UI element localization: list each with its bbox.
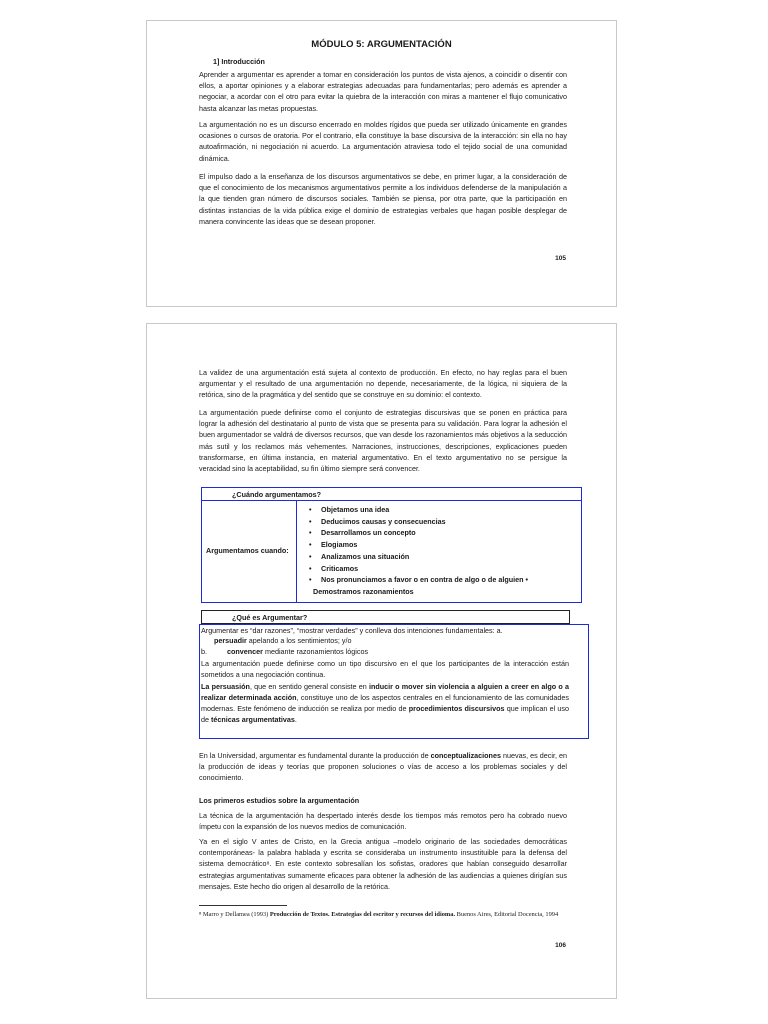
list-item: • Objetamos una idea xyxy=(305,504,575,516)
page-number: 105 xyxy=(555,255,566,262)
item-b-text: mediante razonamientos lógicos xyxy=(262,647,369,656)
paragraph: Aprender a argumentar es aprender a tomar en consideración los puntos de vista ajenos, a coincidir o disentir con ellos, a aportar opiniones y a elaborar estrategias adecuadas para fundamentarlas; pero además es aprender a negociar, a acordar con el otro para evitar la quiebra de la interacción con miras a mantener el flujo comunicativo hasta alcanzar las metas propuestas. xyxy=(199,70,567,113)
page-number: 106 xyxy=(555,942,566,949)
text-run: . xyxy=(294,715,297,724)
paragraph xyxy=(199,750,567,784)
document-page-106 xyxy=(146,323,617,999)
text-run: Buenos Aires, Editorial Docencia, 1994 xyxy=(455,911,559,918)
table-items-cell xyxy=(296,500,582,603)
list-item-trailing: Demostramos razonamientos xyxy=(313,587,414,596)
list-item: • Criticamos xyxy=(305,563,575,575)
footnote-title: Producción de Textos. Estrategias del escritor y recursos del idioma. xyxy=(269,911,456,918)
definition-paragraph: La argumentación puede definirse como un tipo discursivo en el que los participantes de la interacción están sometidos a una negociación continua. xyxy=(201,659,569,679)
text-run: , constituye uno de los aspectos centrales en el funcionamiento de las comunidades modernas. Este fenómeno de inducción se realiza por medio de xyxy=(201,693,569,713)
paragraph: Ya en el siglo V antes de Cristo, en la Grecia antigua –modelo originario de las sociedades democráticas contemporáneas- la palabra hablada y escrita se consideraba un instrumento insustituible para la defensa del sistema democrático⁸. En este contexto sobresalían los sofistas, oradores que habían conseguido desarrollar estrategias argumentativas sumamente eficaces para obtener la adhesión de las audiencias a quienes dirigían sus mensajes. Este hecho dio origen al desarrollo de la retórica. xyxy=(199,837,567,891)
table-row-label: Argumentamos cuando: xyxy=(206,546,289,555)
definition-item-a xyxy=(214,635,574,646)
paragraph: La argumentación no es un discurso encerrado en moldes rígidos que pueda ser utilizado únicamente en grandes ocasiones o cursos de oratoria. Por el contrario, ella constituye la base discursiva de la interacción: sin ella no hay autoafirmación, ni negociación ni acuerdo. La argumentación atraviesa todo el tejido social de una comunidad dinámica. xyxy=(199,120,567,163)
list-item: • Elogiamos xyxy=(305,539,575,551)
page-title: MÓDULO 5: ARGUMENTACIÓN xyxy=(311,39,452,50)
definition-intro: Argumentar es “dar razones”, “mostrar verdades” y conlleva dos intenciones fundamentales: a. xyxy=(201,626,503,635)
section-heading: Los primeros estudios sobre la argumentación xyxy=(199,796,360,805)
keyword: técnicas argumentativas xyxy=(211,715,295,724)
item-b-marker: b. xyxy=(201,647,207,656)
keyword: La persuasión xyxy=(201,682,250,691)
keyword: conceptualizaciones xyxy=(430,751,501,760)
table-header: ¿Qué es Argumentar? xyxy=(232,613,308,622)
item-a-text: apelando a los sentimientos; y/o xyxy=(246,636,352,645)
definition-paragraph xyxy=(201,681,569,725)
text-run: ⁸ Marro y Dellamea (1993) xyxy=(199,911,270,918)
paragraph: La argumentación puede definirse como el conjunto de estrategias discursivas que se ponen en práctica para lograr la adhesión del destinatario al punto de vista que se presenta para su validación. Para lograr la adhesión el buen argumentador se valdrá de diversos recursos, que van desde los razonamientos más objetivos a la seducción más sutil y los reclamos más vehementes. Narraciones, instrucciones, descripciones, explicaciones pueden transformarse, en última instancia, en material argumentativo. En el texto argumentativo no se persigue la veracidad sino la aceptabilidad, su fin último siempre será convencer. xyxy=(199,408,567,474)
paragraph: La técnica de la argumentación ha despertado interés desde los tiempos más remotos pero ha cobrado nuevo ímpetu con la expansión de los nuevos medios de comunicación. xyxy=(199,811,567,832)
keyword: procedimientos discursivos xyxy=(408,704,505,713)
list-item: • Deducimos causas y consecuencias xyxy=(305,516,575,528)
list-item: • Analizamos una situación xyxy=(305,551,575,563)
table-header-cell xyxy=(201,610,570,624)
keyword-convencer: convencer xyxy=(227,647,263,656)
text-run: , que en sentido general consiste en xyxy=(249,682,369,691)
paragraph: El impulso dado a la enseñanza de los discursos argumentativos se debe, en primer lugar, a la consideración de que el conocimiento de los mecanismos argumentativos permite a los individuos defenderse de la manipulación a la que tienden gran número de discursos sociales. También se piensa, por otra parte, que la participación en distintas instancias de la vida pública exige el dominio de estrategias verbales que hagan posible desplegar de manera convincente las ideas que se desean proponer. xyxy=(199,172,567,226)
definition-item-b xyxy=(201,646,571,657)
text-run: En la Universidad, argumentar es fundamental durante la producción de xyxy=(199,751,431,760)
table-header: ¿Cuándo argumentamos? xyxy=(232,490,322,499)
keyword-persuadir: persuadir xyxy=(214,636,247,645)
table-label-cell xyxy=(201,500,297,603)
table-header-cell xyxy=(201,487,582,501)
text-run: que implican el uso de xyxy=(201,704,569,724)
footnote-separator xyxy=(199,905,287,906)
section-heading: 1] Introducción xyxy=(213,57,265,66)
footnote xyxy=(199,910,569,920)
document-page-105 xyxy=(146,20,617,307)
list-item: • Nos pronunciamos a favor o en contra de algo o de alguien • xyxy=(305,574,575,586)
bullet-list xyxy=(305,504,575,586)
keyword: inducir o mover sin violencia a alguien a creer en algo o a realizar determinada acción xyxy=(201,682,569,702)
paragraph: La validez de una argumentación está sujeta al contexto de producción. En efecto, no hay reglas para el buen argumentar y el resultado de una argumentación no depende, necesariamente, de la lógica, ni siquiera de la retórica, sino de la pragmática y del sentido que se construye en su dominio: el contexto. xyxy=(199,368,567,400)
text-run: nuevas, es decir, en la producción de ideas y teorías que proponen soluciones o vías de acceso a los problemas sociales y del conocimiento. xyxy=(199,751,567,783)
definition-box xyxy=(199,624,589,739)
list-item: • Desarrollamos un concepto xyxy=(305,527,575,539)
